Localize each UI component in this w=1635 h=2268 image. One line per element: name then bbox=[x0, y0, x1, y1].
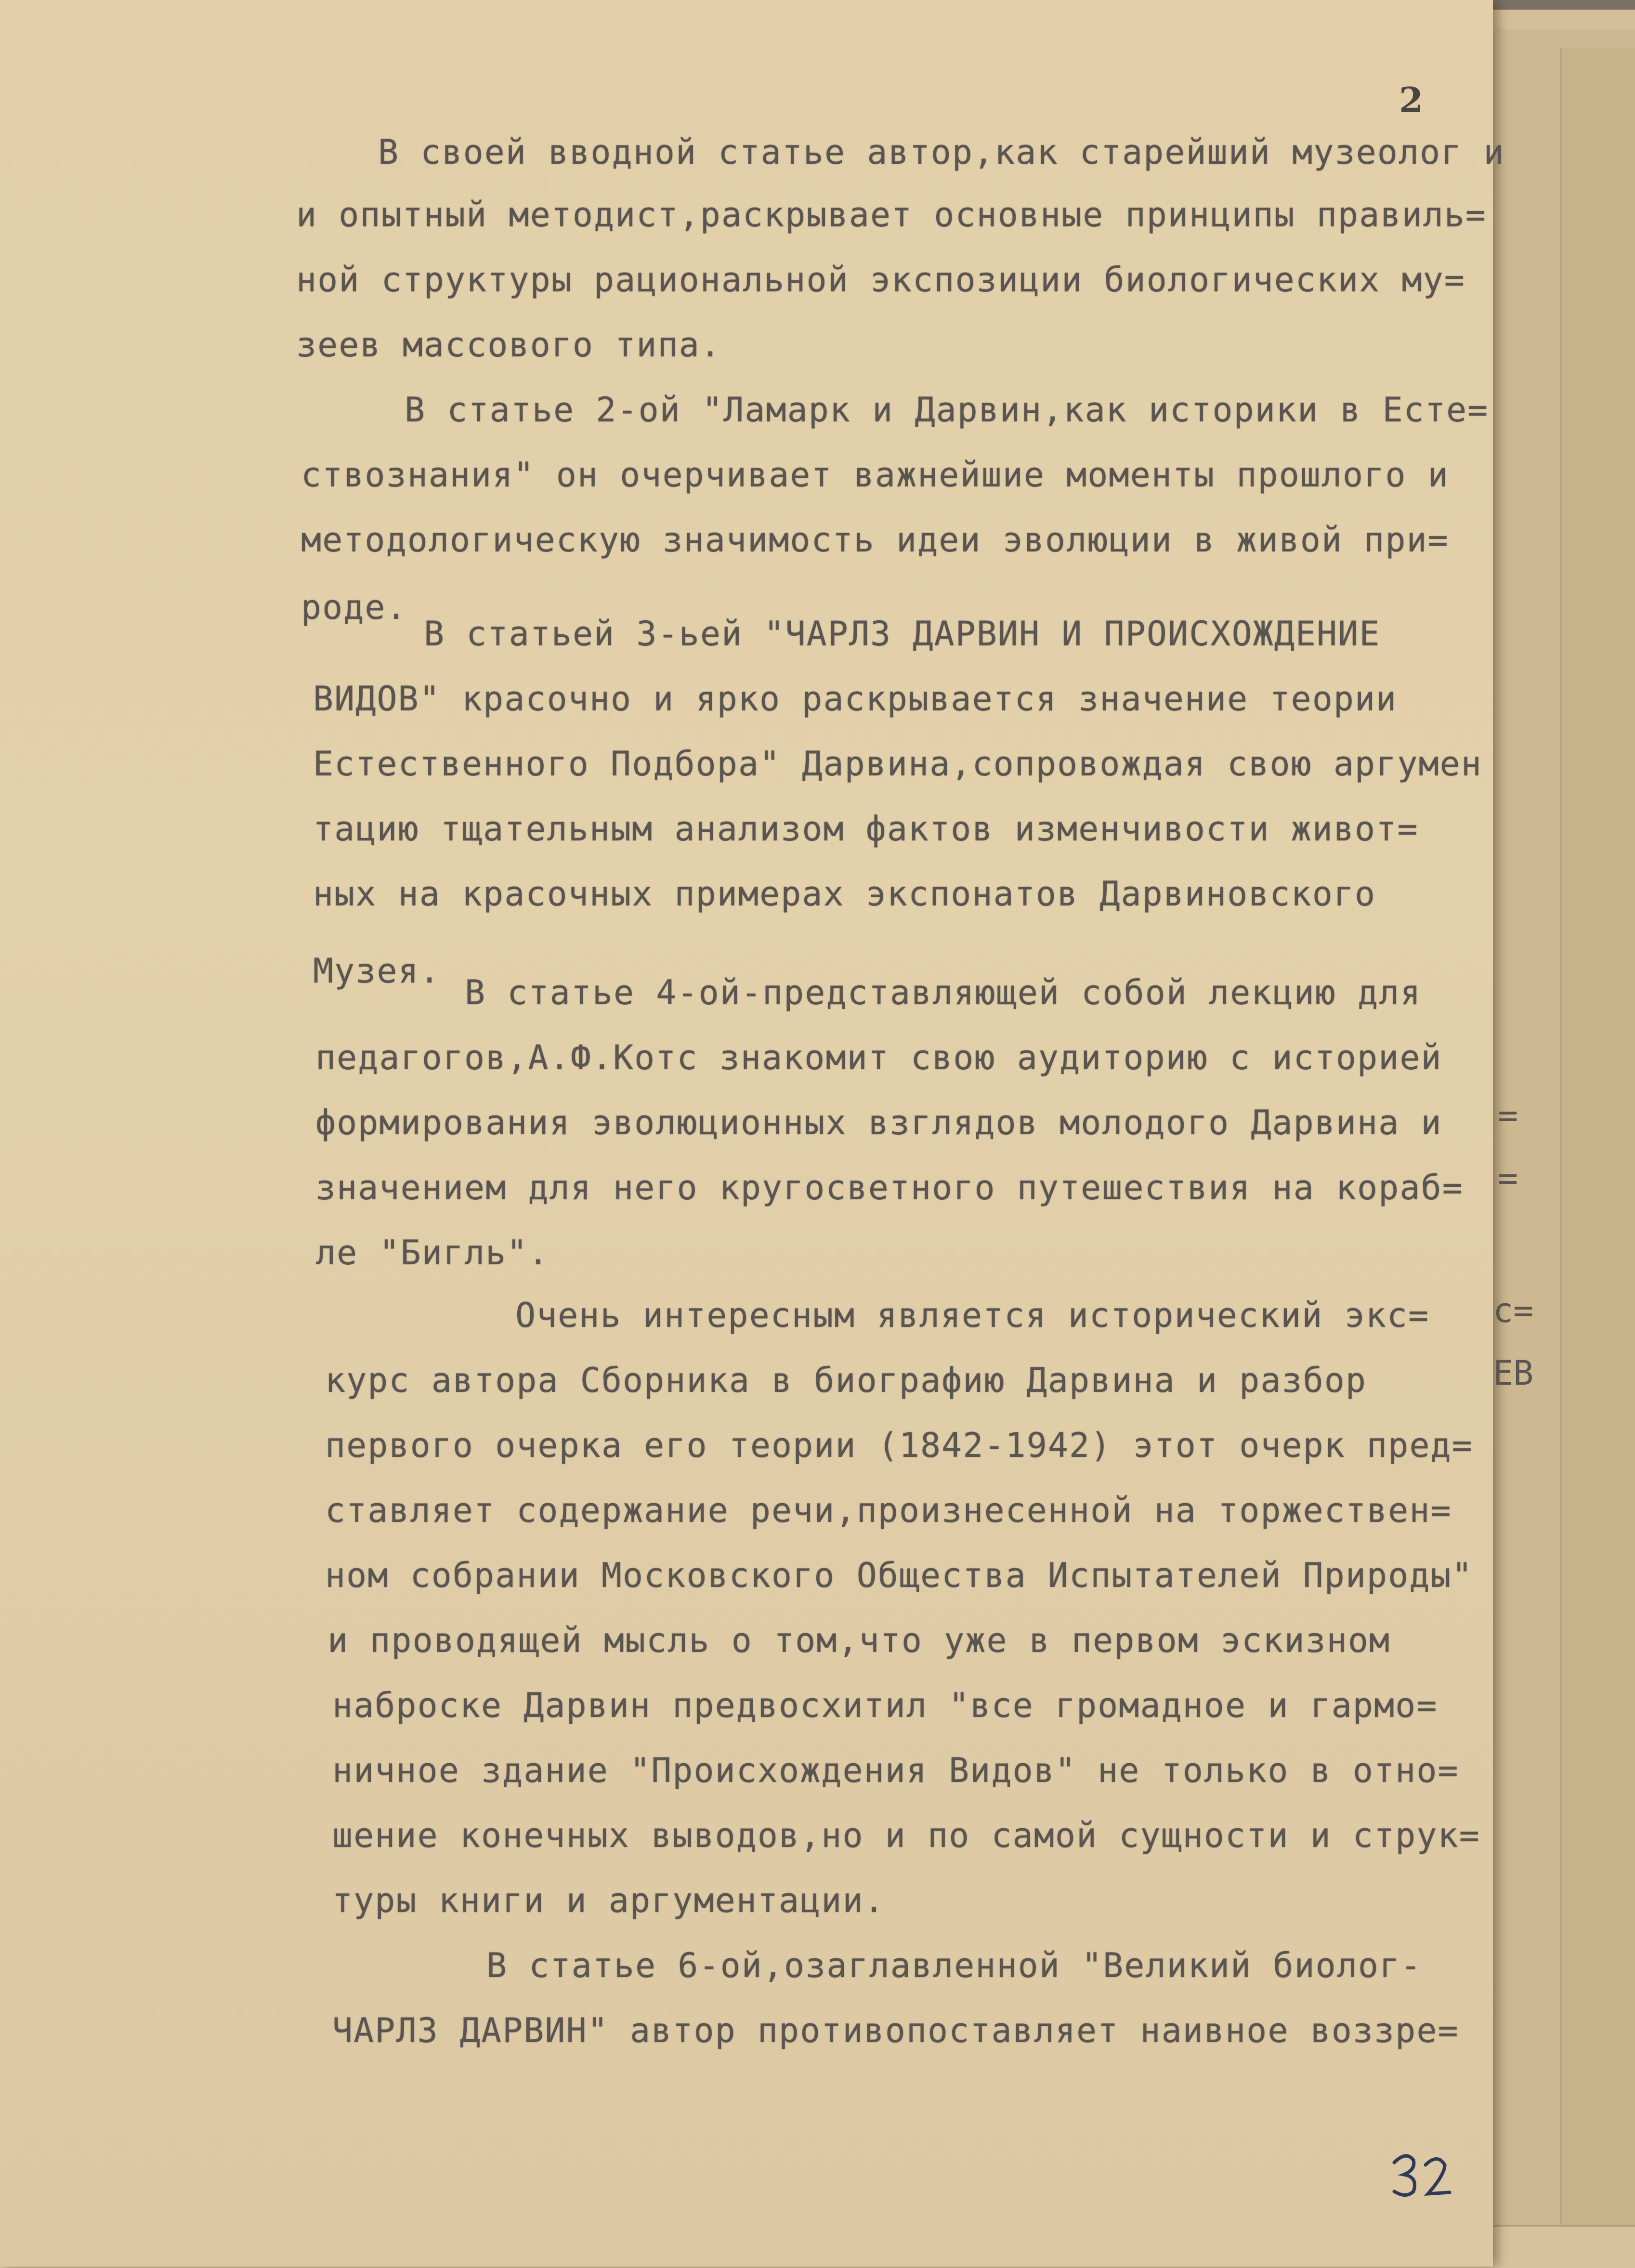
text-line: ставляет содержание речи,произнесенной на торжествен= bbox=[325, 1491, 1452, 1530]
margin-mark: = bbox=[1498, 1158, 1518, 1198]
text-line: значением для него кругосветного путешествия на кораб= bbox=[315, 1168, 1464, 1207]
text-line: туры книги и аргументации. bbox=[332, 1881, 885, 1920]
text-line: наброске Дарвин предвосхитил "все громадное и гармо= bbox=[332, 1686, 1438, 1725]
text-line: методологическую значимость идеи эволюции в живой при= bbox=[301, 520, 1449, 560]
text-line: зеев массового типа. bbox=[296, 325, 721, 365]
text-line: Очень интересным является исторический экс= bbox=[515, 1296, 1430, 1335]
text-line: формирования эволюционных взглядов молодого Дарвина и bbox=[315, 1103, 1442, 1142]
text-line: шение конечных выводов,но и по самой сущности и струк= bbox=[332, 1816, 1480, 1855]
text-line: В статье 6-ой,озаглавленной "Великий биолог- bbox=[486, 1946, 1422, 1985]
margin-mark: = bbox=[1498, 1096, 1518, 1135]
margin-mark: с= bbox=[1493, 1291, 1534, 1330]
text-line: курс автора Сборника в биографию Дарвина и разбор bbox=[325, 1361, 1367, 1400]
text-line: Музея. bbox=[313, 951, 441, 991]
text-line: и проводящей мысль о том,что уже в первом эскизном bbox=[327, 1621, 1391, 1660]
text-line: В статье 4-ой-представляющей собой лекцию для bbox=[465, 973, 1422, 1012]
underlying-sheet bbox=[1560, 48, 1635, 2254]
text-line: роде. bbox=[301, 588, 407, 627]
text-line: ной структуры рациональной экспозиции биологических му= bbox=[296, 260, 1465, 300]
text-line: тацию тщательным анализом фактов изменчивости живот= bbox=[313, 809, 1419, 849]
text-line: педагогов,А.Ф.Котс знакомит свою аудиторию с историей bbox=[315, 1038, 1442, 1077]
text-line: В статье 2-ой "Ламарк и Дарвин,как историки в Есте= bbox=[405, 390, 1489, 430]
text-line: ЧАРЛЗ ДАРВИН" автор противопоставляет наивное воззре= bbox=[332, 2011, 1459, 2050]
text-line: ных на красочных примерах экспонатов Дарвиновского bbox=[313, 874, 1376, 914]
text-line: В статьей 3-ьей "ЧАРЛЗ ДАРВИН И ПРОИСХОЖДЕНИЕ bbox=[424, 614, 1381, 654]
text-line: ном собрании Московского Общества Испытателей Природы" bbox=[325, 1556, 1473, 1595]
text-line: ле "Бигль". bbox=[315, 1233, 549, 1272]
text-line: В своей вводной статье автор,как старейший музеолог и bbox=[378, 132, 1505, 172]
margin-mark: ЕВ bbox=[1493, 1353, 1534, 1393]
text-line: ствознания" он очерчивает важнейшие моменты прошлого и bbox=[301, 455, 1449, 495]
text-line: ВИДОВ" красочно и ярко раскрывается значение теории bbox=[313, 679, 1398, 719]
text-line: Естественного Подбора" Дарвина,сопровождая свою аргумен bbox=[313, 744, 1482, 784]
handwritten-folio-number bbox=[1387, 2148, 1454, 2201]
text-line: и опытный методист,раскрывает основные принципы правиль= bbox=[296, 195, 1487, 235]
page-number: 2 bbox=[1399, 79, 1424, 120]
text-line: ничное здание "Происхождения Видов" не только в отно= bbox=[332, 1751, 1459, 1790]
text-line: первого очерка его теории (1842-1942) этот очерк пред= bbox=[325, 1426, 1473, 1465]
